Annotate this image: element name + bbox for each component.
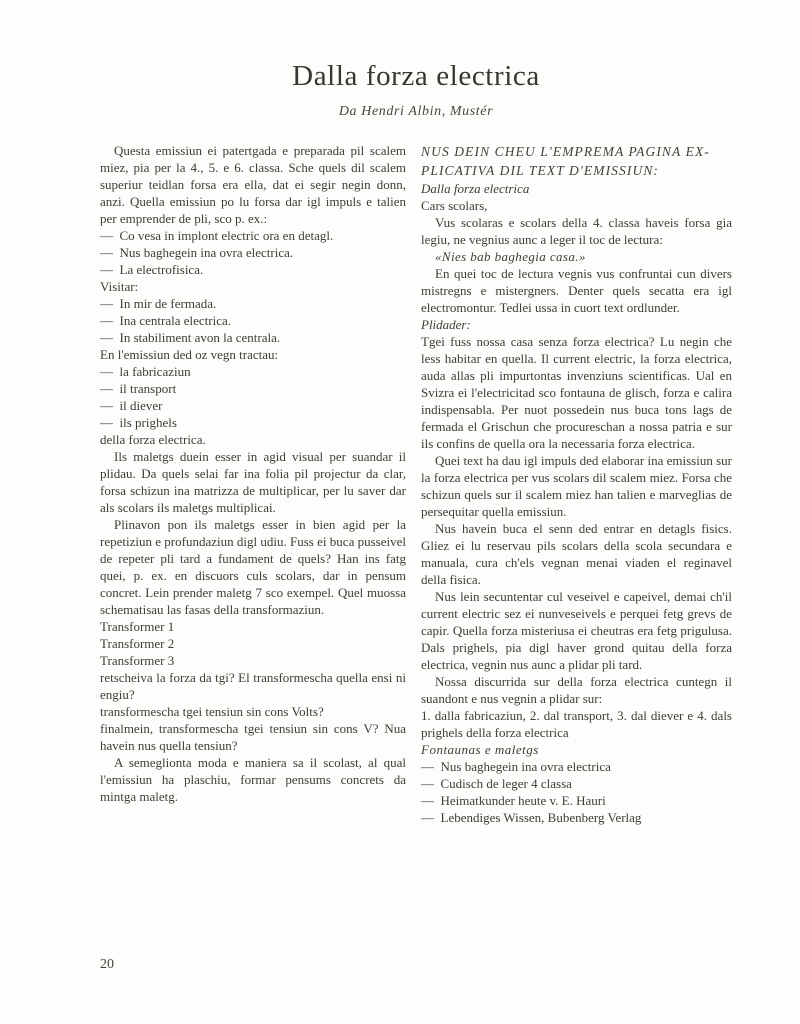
list-item: — In stabiliment avon la centrala. [100,329,406,346]
list-item: — Ina centrala electrica. [100,312,406,329]
paragraph-text: Vus scolaras e scolars della 4. classa haveis forsa gia legiu, ne vegnius aunc a leger il toc de lectura: [421,215,732,247]
list-tail: della forza electrica. [100,432,206,447]
source-item: — Nus baghegein ina ovra electrica [421,758,732,775]
paragraph: Plinavon pon ils maletgs esser in bien agid per la repetiziun e profundaziun digl udiu. Fuss ei buca pusseivel de repeter pli tard a fundament de quels? Han ins fatg quei, p. ex. en discuors culs scolars, dar in pensum concret. Lein prender maletg 7 sco exempel. Quel muossa schematisau las fasas della transformaziun. [100,517,406,617]
paragraph: Nus havein buca el senn ded entrar en detagls fisics. Gliez ei lu reservau pils scolars della scola secundara e manuala, cura ch'els vegnan menai viaden el reginavel della fisica. [421,521,732,587]
paragraph: Ils maletgs duein esser in agid visual per suandar il plidau. Da quels selai far ina folia pil projectur da clar, forsa schizun ina matrizza de multiplicar, per lu saver dar als scolars ils maletgs multiplicai. [100,449,406,515]
left-column [100,142,406,805]
enumeration: 1. dalla fabricaziun, 2. dal transport, 3. dal diever e 4. dals prighels della forza electrica [421,708,732,740]
transformer-line: Transformer 1 [100,619,175,634]
byline: Da Hendri Albin, Mustér [338,104,494,119]
visitar-label: Visitar: [100,279,139,294]
source-item: — Heimatkunder heute v. E. Hauri [421,792,732,809]
question: retscheiva la forza da tgi? El transformescha quella ensi ni engiu? [100,670,406,702]
tractau-label: En l'emissiun ded oz vegn tractau: [100,347,279,362]
paragraph: Tgei fuss nossa casa senza forza electrica? Lu negin che less habitar en quella. Il current electric, la forza electrica, auda allas pli impurtontas invenziuns scientificas. Ual en Svizra ei l'electricitad sco fontauna de glisch, forza e calira indispensabla. Per nuot possedein nus buca tons lags de fermada el Grischun che procureschan a nossa patria e sur ils confins de quella ora la necessaria forza electrica. [421,334,732,451]
question: transformescha tgei tensiun sin cons Volts? [100,704,324,719]
paragraph: Quei text ha dau igl impuls ded elaborar ina emissiun sur la forza electrica per vus scolars dil scalem miez. Forsa che schizun quels sur il scalem miez han talien e marveglias de persequitar quella emissiun. [421,453,732,519]
article-subtitle: Dalla forza electrica [421,181,530,196]
list-item: — la fabricaziun [100,363,406,380]
sources-heading: Fontaunas e maletgs [421,742,539,757]
list-item: — Nus baghegein ina ovra electrica. [100,244,406,261]
list-item: — In mir de fermada. [100,295,406,312]
list-item: — La electrofisica. [100,261,406,278]
paragraph: En quei toc de lectura vegnis vus confruntai cun divers mistregns e mistergners. Denter quels secatta era igl electromontur. Tedlei ussa in cuort text ordlunder. [421,266,732,315]
transformer-line: Transformer 3 [100,653,175,668]
plidader-heading: Plidader: [421,317,471,332]
paragraph: Nossa discurrida sur della forza electrica cuntegn il suandont e nus vegnin a plidar sur: [421,674,732,706]
quote-line: «Nies bab baghegia casa.» [435,249,586,264]
transformer-line: Transformer 2 [100,636,175,651]
source-item: — Lebendiges Wissen, Bubenberg Verlag [421,809,732,826]
page-number: 20 [100,957,114,972]
question: finalmein, transformescha tgei tensiun sin cons V? Nua havein nus quella tensiun? [100,721,406,753]
list-item: — il diever [100,397,406,414]
paragraph: Questa emissiun ei patertgada e preparada pil scalem miez, pia per la 4., 5. e 6. classa. Sche quels dil scalem superiur teidlan forsa era ella, dat ei segir negin donn, anzi. Quella emissiun po lu forsa dar igl impuls e talien per emprender de pli, sco p. ex.: [100,143,406,226]
paragraph: A semeglionta moda e maniera sa il scolast, al qual l'emissiun ha plaschiu, formar pensums concrets da mintga maletg. [100,755,406,804]
right-column [421,142,732,826]
list-item: — Co vesa in implont electric ora en detagl. [100,227,406,244]
intro-heading: NUS DEIN CHEU L'EMPREMA PAGINA EX-PLICATIVA DIL TEXT D'EMISSIUN: [421,144,710,178]
page-title: Dalla forza electrica [292,60,540,92]
list-item: — ils prighels [100,414,406,431]
masthead [100,60,732,120]
source-item: — Cudisch de leger 4 classa [421,775,732,792]
paragraph [421,214,732,265]
salutation: Cars scolars, [421,198,488,213]
list-item: — il transport [100,380,406,397]
paragraph: Nus lein secuntentar cul veseivel e capeivel, demai ch'il current electric sez ei nunveseivels e perquei fetg grevs de capir. Quella forza misteriusa ei cheutras era fetg prigulusa. Dals prighels, pia digl haver grond quitau della forza electrica, vegnin nus aunc a plidar pli tard. [421,589,732,672]
